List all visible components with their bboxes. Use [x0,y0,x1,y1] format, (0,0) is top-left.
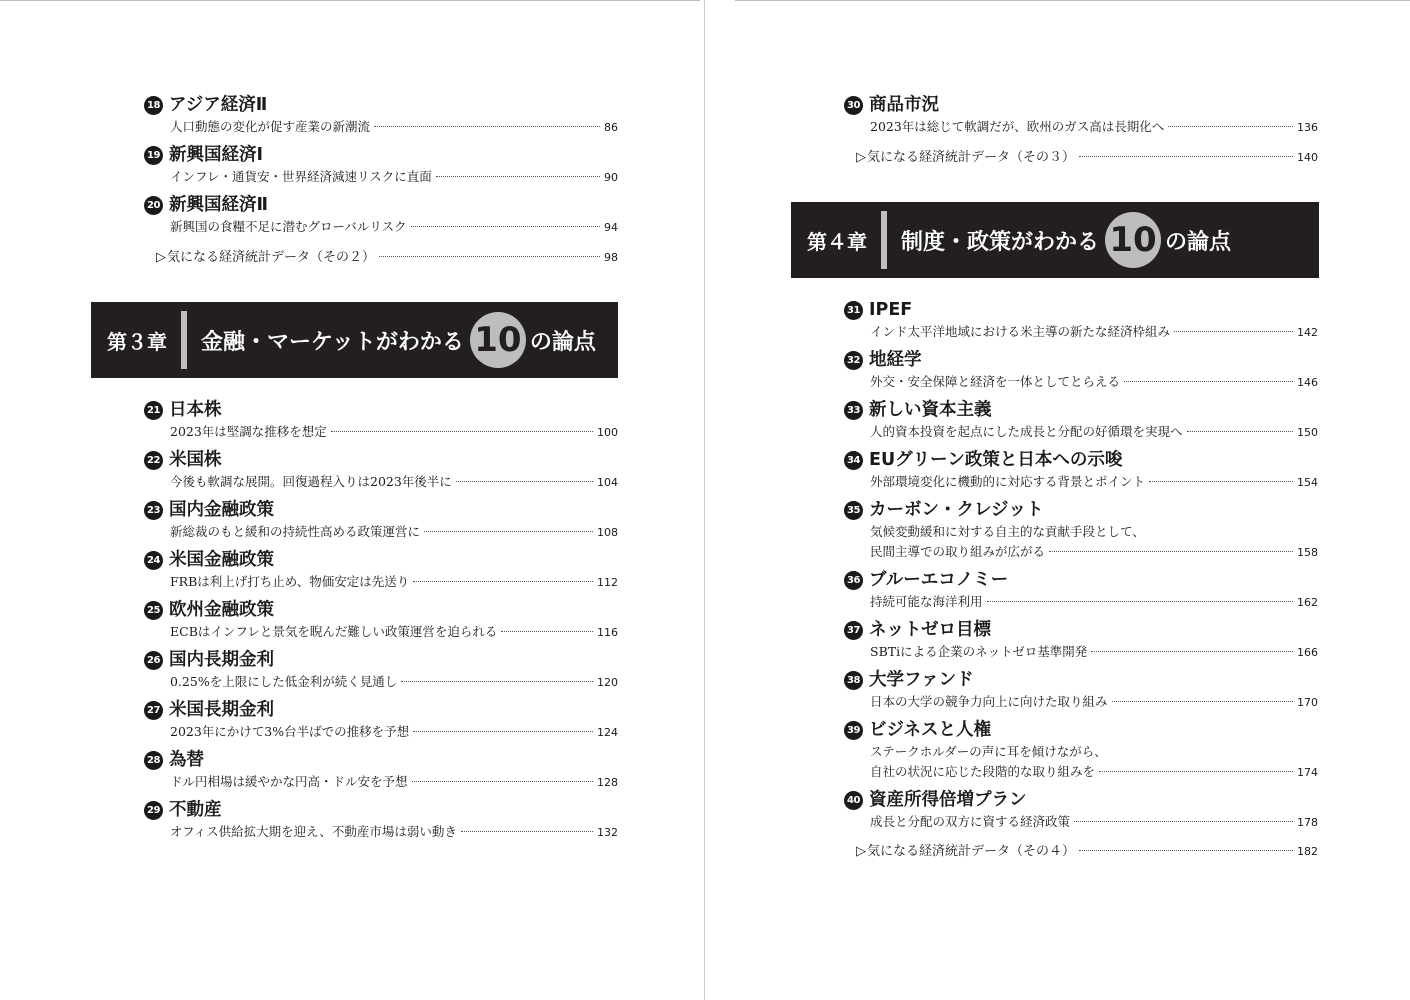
leader-dots [1174,331,1293,332]
entry-subtitle: 新興国の食糧不足に潜むグローバルリスク [170,219,407,234]
toc-entry[interactable] [144,798,618,843]
page-number: 116 [597,626,618,639]
entry-number-badge: 30 [844,96,863,115]
entry-subtitle: 外部環境変化に機動的に対応する背景とポイント [870,474,1146,489]
stat-data-link-4[interactable] [856,842,1318,862]
entry-subtitle: 今後も軟調な展開。回復過程入りは2023年後半に [170,474,452,489]
leader-dots [436,176,600,177]
entry-title: 国内金融政策 [169,500,274,520]
entry-heading [844,718,1318,742]
page-number: 132 [597,826,618,839]
toc-entry[interactable] [144,93,618,138]
toc-entry[interactable] [144,143,618,188]
entry-heading [844,348,1318,372]
entry-subtitle: FRBは利上げ打ち止め、物価安定は先送り [170,574,410,589]
toc-entry[interactable] [844,618,1318,663]
stat-label: 気になる経済統計データ（その２） [167,250,376,265]
toc-entry[interactable] [844,788,1318,833]
entry-subtitle: 民間主導での取り組みが広がる [870,544,1046,559]
leader-dots [1079,156,1293,157]
entry-title: アジア経済Ⅱ [169,95,268,115]
entry-title: 地経学 [869,350,922,370]
page-number: 108 [597,526,618,539]
toc-entry[interactable] [844,718,1318,783]
entry-number-badge: 26 [144,651,163,670]
chapter-number-circle: 10 [470,312,526,368]
top-rule-right [735,0,885,1]
entry-heading [144,548,618,572]
toc-entry[interactable] [844,93,1318,138]
entry-subtitle-line [844,592,1318,613]
entry-number-badge: 39 [844,721,863,740]
entry-number-badge: 24 [144,551,163,570]
entry-title: 日本株 [169,400,222,420]
entry-subtitle: 成長と分配の双方に資する経済政策 [870,814,1071,829]
entry-subtitle-line [844,642,1318,663]
page-number: 136 [1297,121,1318,134]
triangle-icon: ▷ [856,844,866,859]
entry-title: 大学ファンド [869,670,974,690]
leader-dots [501,631,593,632]
leader-dots [1187,431,1293,432]
page-number: 94 [604,221,618,234]
entry-subtitle: 日本の大学の競争力向上に向けた取り組み [870,694,1108,709]
entry-number-badge: 25 [144,601,163,620]
chapter-title-text: 制度・政策がわかる [901,229,1100,255]
entry-subtitle-line [144,572,618,593]
entry-heading [144,598,618,622]
banner-divider [181,311,187,369]
banner-divider [881,211,887,269]
toc-entry[interactable] [844,668,1318,713]
stat-label: 気になる経済統計データ（その３） [867,150,1076,165]
page-number: 150 [1297,426,1318,439]
entry-number-badge: 27 [144,701,163,720]
entry-subtitle: SBTiによる企業のネットゼロ基準開発 [870,644,1088,659]
entry-title: IPEF [869,300,913,320]
leader-dots [401,681,593,682]
entry-subtitle-line [844,742,1318,762]
entry-heading [144,398,618,422]
toc-entry[interactable] [844,568,1318,613]
leader-dots [1099,771,1293,772]
entry-heading [844,498,1318,522]
toc-entry[interactable] [844,448,1318,493]
entry-subtitle-line [144,472,618,493]
toc-entry[interactable] [144,398,618,443]
entry-title: ネットゼロ目標 [869,620,991,640]
leader-dots [456,481,593,482]
entry-title: 資産所得倍増プラン [869,790,1027,810]
chapter-label: 第３章 [107,329,167,354]
entry-subtitle: 人的資本投資を起点にした成長と分配の好循環を実現へ [870,424,1183,439]
page-number: 98 [604,251,618,264]
leader-dots [1112,701,1293,702]
page-number: 112 [597,576,618,589]
toc-entry[interactable] [844,348,1318,393]
stat-label: 気になる経済統計データ（その４） [867,844,1076,859]
entry-subtitle-line [844,812,1318,833]
chapter-title [901,212,1231,268]
entry-title: 新興国経済Ⅱ [169,195,269,215]
entry-subtitle-line [844,692,1318,713]
entry-title: 為替 [169,750,204,770]
entry-subtitle-line [844,117,1318,138]
stat-data-link-2[interactable] [156,248,618,268]
toc-entry[interactable] [144,498,618,543]
entry-subtitle-line [844,372,1318,393]
page-number: 128 [597,776,618,789]
entry-heading [144,798,618,822]
entry-number-badge: 31 [844,301,863,320]
entry-title: 国内長期金利 [169,650,274,670]
entry-number-badge: 23 [144,501,163,520]
leader-dots [987,601,1293,602]
entry-heading [844,668,1318,692]
leader-dots [1074,821,1293,822]
entry-subtitle: 2023年は堅調な推移を想定 [170,424,327,439]
leader-dots [331,431,593,432]
toc-entry[interactable] [144,448,618,493]
entry-number-badge: 34 [844,451,863,470]
toc-entry[interactable] [144,698,618,743]
toc-entry[interactable] [144,648,618,693]
entry-heading [844,618,1318,642]
entry-subtitle: 人口動態の変化が促す産業の新潮流 [170,119,371,134]
leader-dots [1124,381,1293,382]
entry-number-badge: 38 [844,671,863,690]
entry-title: 欧州金融政策 [169,600,274,620]
top-rule-left [0,0,700,1]
entry-subtitle-line [844,322,1318,343]
entry-subtitle: 気候変動緩和に対する自主的な貢献手段として、 [870,524,1145,539]
entry-subtitle-line [844,422,1318,443]
toc-entry[interactable] [144,598,618,643]
entry-subtitle: ドル円相場は緩やかな円高・ドル安を予想 [170,774,408,789]
toc-entry[interactable] [844,498,1318,563]
entry-title: ブルーエコノミー [869,570,1009,590]
entry-subtitle-line [144,167,618,188]
leader-dots [379,256,600,257]
leader-dots [1091,651,1293,652]
chapter-title-text: 金融・マーケットがわかる [201,329,464,355]
entry-subtitle: インド太平洋地域における米主導の新たな経済枠組み [870,324,1171,339]
page-number: 158 [1297,546,1318,559]
entry-subtitle-line [144,672,618,693]
chapter-title [201,312,596,368]
entry-title: 不動産 [169,800,222,820]
entry-heading [844,448,1318,472]
page-number: 104 [597,476,618,489]
chapter-title-tail: の論点 [1165,229,1232,255]
page-number: 174 [1297,766,1318,779]
entry-number-badge: 40 [844,791,863,810]
entry-subtitle-line [144,522,618,543]
chapter-3-banner [91,302,618,378]
entry-subtitle-line [144,422,618,443]
toc-entry[interactable] [844,298,1318,343]
entry-heading [144,498,618,522]
entry-subtitle-line [144,822,618,843]
entry-number-badge: 36 [844,571,863,590]
entry-subtitle-line [144,772,618,793]
entry-subtitle: 持続可能な海洋利用 [870,594,983,609]
toc-entry[interactable] [144,748,618,793]
leader-dots [413,581,593,582]
triangle-icon: ▷ [856,150,866,165]
stat-data-link-3[interactable] [856,148,1318,168]
chapter-title-tail: の論点 [529,329,596,355]
page-number: 182 [1297,845,1318,858]
entry-title: 米国長期金利 [169,700,274,720]
leader-dots [413,731,593,732]
entry-title: 商品市況 [869,95,939,115]
entry-heading [844,298,1318,322]
triangle-icon: ▷ [156,250,166,265]
entry-heading [844,93,1318,117]
entry-title: 米国金融政策 [169,550,274,570]
page-number: 142 [1297,326,1318,339]
entry-heading [144,748,618,772]
leader-dots [411,226,600,227]
entry-heading [844,568,1318,592]
entry-subtitle-line [144,622,618,643]
entry-subtitle-line [844,542,1318,563]
entry-subtitle-line [144,722,618,743]
page-number: 162 [1297,596,1318,609]
page-number: 166 [1297,646,1318,659]
entry-title: カーボン・クレジット [869,500,1044,520]
entry-heading [844,398,1318,422]
entry-number-badge: 33 [844,401,863,420]
chapter-number-circle: 10 [1105,212,1161,268]
entry-subtitle: 自社の状況に応じた段階的な取り組みを [870,764,1096,779]
page-number: 178 [1297,816,1318,829]
page-number: 170 [1297,696,1318,709]
page-gutter [704,0,705,1000]
entry-subtitle: 新総裁のもと緩和の持続性高める政策運営に [170,524,421,539]
leader-dots [412,781,593,782]
entry-number-badge: 20 [144,196,163,215]
entry-subtitle: ECBはインフレと景気を睨んだ難しい政策運営を迫られる [170,624,498,639]
entry-heading [144,193,618,217]
entry-title: 新しい資本主義 [869,400,992,420]
toc-entry[interactable] [144,193,618,238]
top-rule-right-2 [882,0,1410,1]
leader-dots [1149,481,1293,482]
entry-number-badge: 28 [144,751,163,770]
leader-dots [424,531,593,532]
toc-entry[interactable] [844,398,1318,443]
entry-number-badge: 37 [844,621,863,640]
entry-number-badge: 35 [844,501,863,520]
chapter-label: 第４章 [807,229,867,254]
leader-dots [1079,850,1293,851]
entry-subtitle-line [144,217,618,238]
page-number: 90 [604,171,618,184]
entry-heading [144,448,618,472]
entry-subtitle-line [844,472,1318,493]
chapter-4-banner [791,202,1319,278]
entry-number-badge: 18 [144,96,163,115]
entry-title: 米国株 [169,450,222,470]
entry-subtitle: オフィス供給拡大期を迎え、不動産市場は弱い動き [170,824,457,839]
leader-dots [1049,551,1293,552]
entry-title: ビジネスと人権 [869,720,991,740]
entry-number-badge: 32 [844,351,863,370]
entry-heading [144,93,618,117]
entry-number-badge: 21 [144,401,163,420]
page-number: 154 [1297,476,1318,489]
entry-number-badge: 22 [144,451,163,470]
leader-dots [1168,126,1293,127]
entry-subtitle: インフレ・通貨安・世界経済減速リスクに直面 [170,169,432,184]
entry-subtitle-line [144,117,618,138]
page-number: 120 [597,676,618,689]
entry-title: 新興国経済Ⅰ [169,145,264,165]
entry-subtitle: 2023年にかけて3%台半ばでの推移を予想 [170,724,410,739]
entry-subtitle: 0.25%を上限にした低金利が続く見通し [170,674,398,689]
entry-subtitle: ステークホルダーの声に耳を傾けながら、 [870,744,1107,759]
entry-heading [144,698,618,722]
toc-entry[interactable] [144,548,618,593]
leader-dots [461,831,593,832]
entry-heading [844,788,1318,812]
page-number: 100 [597,426,618,439]
entry-heading [144,648,618,672]
page-number: 146 [1297,376,1318,389]
entry-subtitle: 外交・安全保障と経済を一体としてとらえる [870,374,1121,389]
entry-subtitle-line [844,522,1318,542]
entry-heading [144,143,618,167]
page-number: 86 [604,121,618,134]
entry-number-badge: 19 [144,146,163,165]
entry-title: EUグリーン政策と日本への示唆 [869,450,1123,470]
entry-subtitle-line [844,762,1318,783]
page-number: 140 [1297,151,1318,164]
page-number: 124 [597,726,618,739]
entry-number-badge: 29 [144,801,163,820]
leader-dots [374,126,600,127]
entry-subtitle: 2023年は総じて軟調だが、欧州のガス高は長期化へ [870,119,1165,134]
